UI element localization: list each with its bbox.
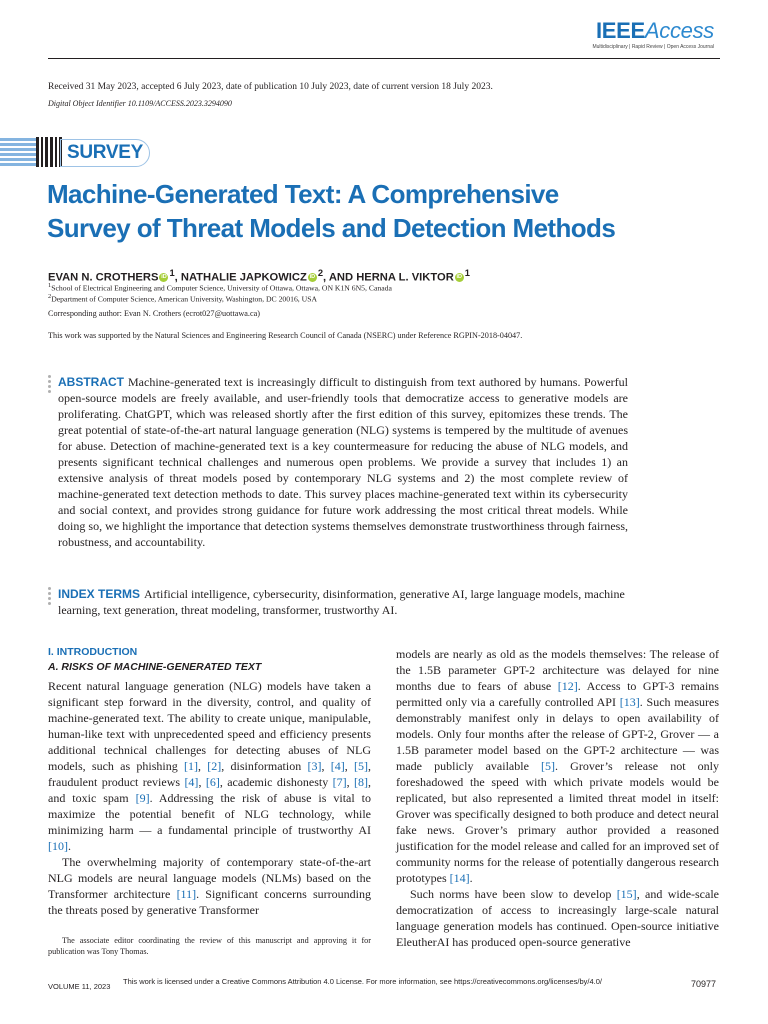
author-separator: , xyxy=(174,271,181,284)
section-heading: I. INTRODUCTION xyxy=(48,646,138,658)
banner-lines-decoration xyxy=(0,138,36,166)
logo-ieee: IEEE xyxy=(595,18,645,43)
author-name[interactable]: NATHALIE JAPKOWICZ xyxy=(180,271,307,284)
affiliation-number: 1 xyxy=(48,282,52,289)
affiliation xyxy=(48,292,317,304)
corresponding-author: Corresponding author: Evan N. Crothers (ecrot027@uottawa.ca) xyxy=(48,309,260,318)
index-terms-heading: INDEX TERMS xyxy=(58,587,141,601)
author-name[interactable]: EVAN N. CROTHERS xyxy=(48,271,159,284)
citation-link[interactable]: [11] xyxy=(176,887,197,901)
body-column-right xyxy=(396,646,719,950)
orcid-icon[interactable]: iD xyxy=(161,273,167,280)
orcid-icon[interactable]: iD xyxy=(456,273,463,280)
citation-link[interactable]: [1] xyxy=(184,759,199,773)
affiliation-text: School of Electrical Engineering and Computer Science, University of Ottawa, Ottawa, ON K1N 6N5, Canada xyxy=(51,283,392,293)
citation-link[interactable]: [8] xyxy=(354,775,368,789)
journal-tagline: Multidisciplinary | Rapid Review | Open Access Journal xyxy=(592,44,714,50)
funding-note: This work was supported by the Natural Sciences and Engineering Research Council of Canada (NSERC) under Reference RGPIN-2018-04047. xyxy=(48,331,523,340)
editor-footnote: The associate editor coordinating the review of this manuscript and approving it for publication was Tony Thomas. xyxy=(48,936,371,956)
logo-access: Access xyxy=(644,18,714,43)
volume-label: VOLUME 11, 2023 xyxy=(48,982,111,991)
header-rule xyxy=(48,58,720,59)
abstract-text: Machine-generated text is increasingly difficult to distinguish from text authored by humans. Powerful open-source models are freely available, and user-friendly tools that democratize access to generative models are proliferating. ChatGPT, which was released shortly after the first edition of this survey, epitomizes these trends. The great potential of state-of-the-art natural language generation (NLG) systems is tempered by the multitude of avenues for abuse. Detection of machine-generated text is a key countermeasure for reducing the abuse of NLG models, and presents significant technical challenges and numerous open problems. We provide a survey that includes 1) an extensive analysis of threat models posed by contemporary NLG systems and 2) the most complete review of machine-generated text detection methods to date. This survey places machine-generated text within its cybersecurity and social context, and provides strong guidance for future work addressing the most critical threat models. While doing so, we highlight the importance that detection systems themselves demonstrate trustworthiness through fairness, robustness, and accountability. xyxy=(58,375,628,549)
paragraph: models are nearly as old as the models themselves: The release of the 1.5B parameter GPT-2 architecture was delayed for nine months due to fears of abuse [12]. Access to GPT-3 remains permitted only via a carefully controlled API [13]. Such measures demonstrably manifest only in delays to open availability of models. Only four months after the release of GPT-2, Grover — a 1.5B parameter model based on the GPT-2 architecture — was made publicly available [5]. Grover’s release not only foreshadowed the speed with which private models would be replicated, but also represented a limited threat model in itself: Grover was specifically designed to both produce and detect neural fake news. Grover’s primary author provided a reasoned justification for the model release and called for an improved set of community norms for the release of potentially dangerous research prototypes [14]. xyxy=(396,647,720,885)
author-affil-number: 1 xyxy=(169,268,175,278)
author-affil-number: 2 xyxy=(317,268,324,278)
article-type-label: SURVEY xyxy=(67,142,143,163)
citation-link[interactable]: [4] xyxy=(330,759,345,773)
citation-link[interactable]: [13] xyxy=(619,695,640,709)
banner-bars-decoration xyxy=(36,137,62,167)
body-column-left xyxy=(48,678,371,918)
article-title: Machine-Generated Text: A Comprehensive Survey of Threat Models and Detection Methods xyxy=(47,179,616,243)
citation-link[interactable]: [10] xyxy=(48,839,68,853)
citation-link[interactable]: [7] xyxy=(332,775,347,789)
received-dates: Received 31 May 2023, accepted 6 July 2023, date of publication 10 July 2023, date of current version 18 July 2023. xyxy=(48,82,493,92)
paragraph: The overwhelming majority of contemporary state-of-the-art NLG models are neural language models (NLMs) based on the Transformer architecture [11]. Significant concerns surrounding the threats posed by generative Transformer xyxy=(48,855,371,917)
abstract xyxy=(58,374,628,550)
citation-link[interactable]: [3] xyxy=(307,759,322,773)
author-name[interactable]: HERNA L. VIKTOR xyxy=(356,271,454,284)
citation-link[interactable]: [2] xyxy=(207,759,222,773)
citation-link[interactable]: [12] xyxy=(557,679,578,693)
index-terms-text: Artificial intelligence, cybersecurity, disinformation, generative AI, large language models, machine learning, text generation, threat modeling, transformer, trustworthy AI. xyxy=(58,587,625,617)
abstract-heading: ABSTRACT xyxy=(58,375,124,389)
index-terms xyxy=(58,586,628,618)
citation-link[interactable]: [15] xyxy=(616,887,637,901)
subsection-heading: A. RISKS OF MACHINE-GENERATED TEXT xyxy=(48,661,262,673)
citation-link[interactable]: [5] xyxy=(354,759,369,773)
author-affil-number: 1 xyxy=(464,268,470,278)
affiliation xyxy=(48,281,392,293)
citation-link[interactable]: [9] xyxy=(135,791,150,805)
affiliation-number: 2 xyxy=(48,293,52,300)
citation-link[interactable]: [6] xyxy=(205,775,220,789)
index-terms-dots-decoration xyxy=(48,587,51,605)
orcid-icon[interactable]: iD xyxy=(309,273,316,280)
author-separator: , AND xyxy=(323,271,357,284)
abstract-dots-decoration xyxy=(48,375,51,393)
paragraph: Recent natural language generation (NLG) models have taken a significant step forward in the diversity, control, and quality of machine-generated text. The ability to create unique, manipulable, human-like text with unprecedented speed and efficiency presents additional technical challenges for detecting abuses of NLG models, such as phishing [1], [2], disinformation [3], [4], [5], fraudulent product reviews [4], [6], academic dishonesty [7], [8], and toxic spam [9]. Addressing the risk of abuse is vital to maximize the potential benefit of NLG technology, while minimizing harm — a fundamental principle of trustworthy AI [10]. xyxy=(48,679,372,853)
journal-logo xyxy=(592,19,714,50)
affiliation-text: Department of Computer Science, American University, Washington, DC 20016, USA xyxy=(51,294,318,304)
citation-link[interactable]: [14] xyxy=(449,871,470,885)
doi[interactable]: Digital Object Identifier 10.1109/ACCESS.2023.3294090 xyxy=(48,99,232,108)
page-number: 70977 xyxy=(691,979,717,989)
license-note[interactable]: This work is licensed under a Creative Commons Attribution 4.0 License. For more information, see https://creativecommons.org/licenses/by/4.0/ xyxy=(123,977,602,986)
citation-link[interactable]: [5] xyxy=(541,759,556,773)
citation-link[interactable]: [4] xyxy=(184,775,199,789)
paragraph: Such norms have been slow to develop [15], and wide-scale democratization of access to increasingly large-scale natural language generation models has continued. Open-source initiative EleutherAI has produced open-source generative xyxy=(396,887,719,949)
